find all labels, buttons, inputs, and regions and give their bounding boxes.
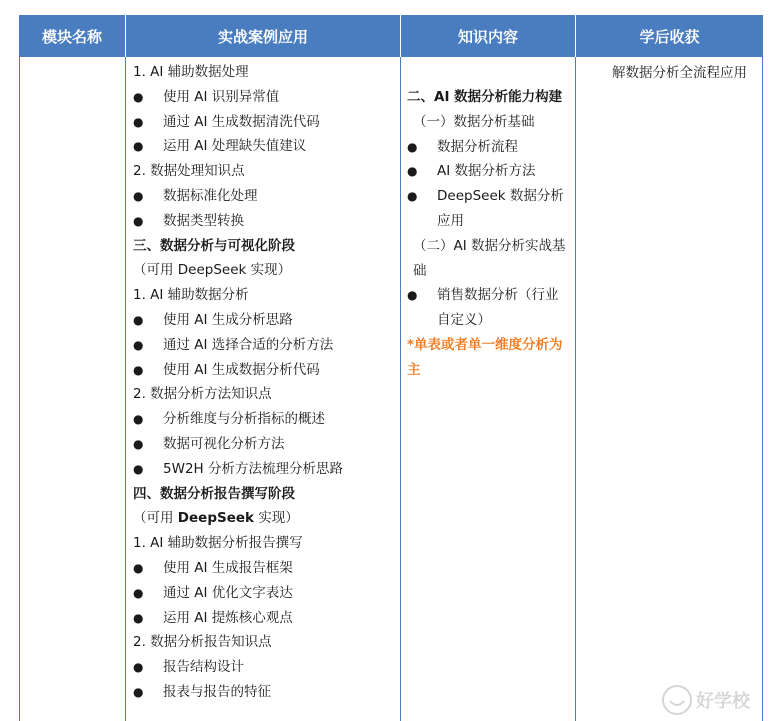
header-case-application: 实战案例应用 <box>126 15 401 57</box>
watermark-logo <box>660 683 770 717</box>
bullet-icon: ● <box>407 139 418 154</box>
bullet-icon: ● <box>133 188 144 203</box>
bullet-icon: ● <box>133 213 144 228</box>
section-heading: 四、数据分析报告撰写阶段 <box>133 485 295 502</box>
bullet-icon: ● <box>133 610 144 625</box>
list-item: ● 分析维度与分析指标的概述 <box>133 407 400 432</box>
header-knowledge-content: 知识内容 <box>401 15 576 57</box>
subsection-heading: （一）数据分析基础 <box>413 113 535 130</box>
list-item: ● 数据分析流程 <box>407 135 575 160</box>
bullet-icon: ● <box>407 189 418 204</box>
bullet-icon: ● <box>133 312 144 327</box>
bullet-icon: ● <box>407 164 418 179</box>
bullet-icon: ● <box>133 461 144 476</box>
outcome-text: 解数据分析全流程应用 <box>612 65 747 81</box>
list-item: ● 使用 AI 生成报告框架 <box>133 556 400 581</box>
list-item: ● 使用 AI 生成数据分析代码 <box>133 358 400 383</box>
bullet-icon: ● <box>133 660 144 675</box>
list-item: ● 通过 AI 优化文字表达 <box>133 581 400 606</box>
list-item: ● 通过 AI 生成数据清洗代码 <box>133 110 400 135</box>
bullet-icon: ● <box>407 288 418 303</box>
cell-learning-outcome <box>576 57 762 721</box>
cell-knowledge-content <box>401 57 576 721</box>
table-body <box>19 57 763 721</box>
list-item: ● 5W2H 分析方法梳理分析思路 <box>133 457 400 482</box>
section-note: （可用 DeepSeek 实现） <box>133 510 299 527</box>
list-item: 2. 数据分析方法知识点 <box>133 386 272 403</box>
list-item: ● 报表与报告的特征 <box>133 680 400 705</box>
bullet-icon: ● <box>133 114 144 129</box>
header-module-name: 模块名称 <box>19 15 126 57</box>
list-item: ● AI 数据分析方法 <box>407 159 575 184</box>
bullet-icon: ● <box>133 684 144 699</box>
subsection-heading: （二）AI 数据分析实战基 础 <box>413 237 566 279</box>
list-item: ● 使用 AI 生成分析思路 <box>133 308 400 333</box>
header-learning-outcome: 学后收获 <box>639 27 700 46</box>
list-item: ● 数据可视化分析方法 <box>133 432 400 457</box>
bullet-icon: ● <box>133 585 144 600</box>
cell-module-name <box>20 57 126 721</box>
list-item: 1. AI 辅助数据分析报告撰写 <box>133 535 303 552</box>
course-table <box>19 15 763 721</box>
bullet-icon: ● <box>133 89 144 104</box>
list-item: ● DeepSeek 数据分析 应用 <box>407 184 575 234</box>
cell-case-application <box>126 57 401 721</box>
list-item: 2. 数据分析报告知识点 <box>133 634 272 651</box>
list-item: ● 运用 AI 处理缺失值建议 <box>133 134 400 159</box>
list-item: ● 销售数据分析（行业 自定义） <box>407 283 575 333</box>
bullet-icon: ● <box>133 362 144 377</box>
bullet-icon: ● <box>133 139 144 154</box>
section-heading: 三、数据分析与可视化阶段 <box>133 237 295 254</box>
bullet-icon: ● <box>133 337 144 352</box>
list-item: ● 数据类型转换 <box>133 209 400 234</box>
list-item: 1. AI 辅助数据处理 <box>133 64 249 80</box>
bullet-icon: ● <box>133 560 144 575</box>
svg-text:好学校: 好学校 <box>696 691 750 712</box>
table-header <box>19 15 763 57</box>
list-item: ● 运用 AI 提炼核心观点 <box>133 606 400 631</box>
list-item: ● 数据标准化处理 <box>133 184 400 209</box>
section-heading: 二、AI 数据分析能力构建 <box>407 89 563 105</box>
bullet-icon: ● <box>133 412 144 427</box>
list-item: ● 使用 AI 识别异常值 <box>133 85 400 110</box>
list-item: ● 报告结构设计 <box>133 655 400 680</box>
list-item: ● 通过 AI 选择合适的分析方法 <box>133 333 400 358</box>
highlight-note: *单表或者单一维度分析为 主 <box>407 336 563 378</box>
section-note: （可用 DeepSeek 实现） <box>133 262 292 279</box>
list-item: 2. 数据处理知识点 <box>133 163 245 180</box>
bullet-icon: ● <box>133 436 144 451</box>
list-item: 1. AI 辅助数据分析 <box>133 287 249 304</box>
